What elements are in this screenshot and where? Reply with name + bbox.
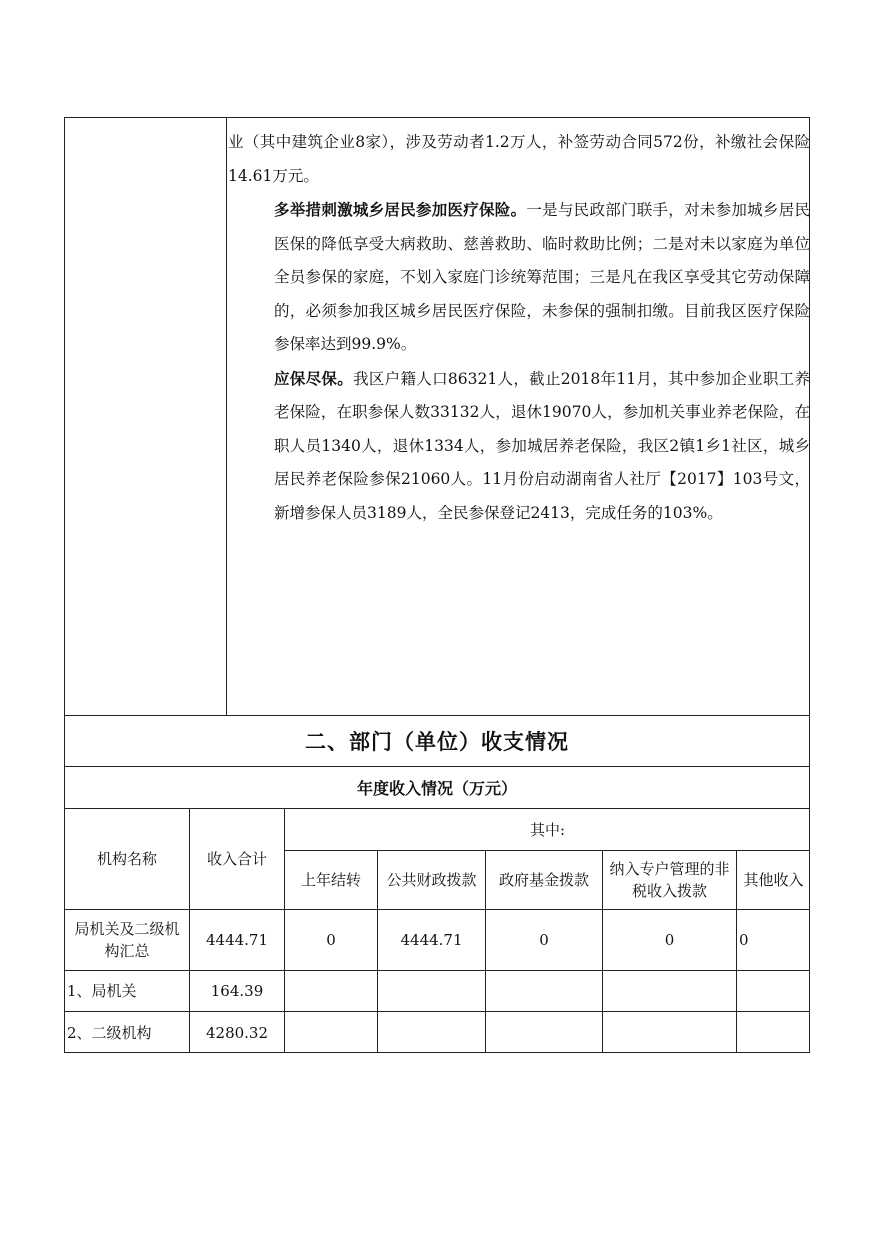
paragraph-medical-insurance	[228, 193, 810, 362]
paragraph-pension-coverage	[228, 362, 810, 531]
narrative-text	[228, 118, 810, 530]
paragraph-body: 我区户籍人口86321人，截止2018年11月，其中参加企业职工养老保险，在职参保人数33132人，退休19070人，参加机关事业养老保险，在职人员1340人，退休1334人，参加城居养老保险，我区2镇1乡1社区，城乡居民养老保险参保21060人。11月份启动湖南省人社厅【2017】103号文，新增参保人员3189人，全民参保登记2413，完成任务的103%。	[274, 369, 810, 522]
row-other-income: 0	[739, 931, 749, 949]
paragraph-lead: 多举措刺激城乡居民参加医疗保险。	[274, 200, 527, 219]
row-non-tax: 0	[664, 931, 675, 949]
row-name: 1、局机关	[67, 982, 137, 1000]
row-name: 局机关及二级机构汇总	[74, 920, 180, 960]
header-carryover: 上年结转	[300, 871, 361, 889]
header-total-income: 收入合计	[206, 850, 267, 868]
header-gov-fund: 政府基金拨款	[498, 871, 589, 889]
paragraph-social-insurance-backpay: 业（其中建筑企业8家），涉及劳动者1.2万人，补签劳动合同572份，补缴社会保险14.61万元。	[228, 133, 810, 185]
section-title: 二、部门（单位）收支情况	[305, 729, 569, 754]
row-total: 164.39	[210, 982, 264, 1000]
row-name: 2、二级机构	[67, 1023, 152, 1042]
header-org-name: 机构名称	[96, 850, 157, 868]
header-public-finance: 公共财政拨款	[386, 871, 477, 889]
narrative-column-divider	[226, 117, 227, 715]
paragraph-lead: 应保尽保。	[274, 368, 354, 388]
header-other-income: 其他收入	[743, 871, 804, 889]
row-total: 4280.32	[205, 1023, 269, 1042]
row-carryover: 0	[326, 931, 336, 949]
header-non-tax: 纳入专户管理的非税收入拨款	[609, 860, 730, 900]
row-total: 4444.71	[205, 931, 269, 949]
row-gov-fund: 0	[539, 931, 549, 949]
row-public-finance: 4444.71	[400, 931, 463, 949]
paragraph-body: 一是与民政部门联手，对未参加城乡居民医保的降低享受大病救助、慈善救助、临时救助比例；二是对未以家庭为单位全员参保的家庭，不划入家庭门诊统筹范围；三是凡在我区享受其它劳动保障的，必须参加我区城乡居民医疗保险，未参保的强制扣缴。目前我区医疗保险参保率达到99.9%。	[274, 201, 810, 353]
header-of-which: 其中:	[529, 820, 566, 839]
table-title: 年度收入情况（万元）	[356, 778, 517, 798]
